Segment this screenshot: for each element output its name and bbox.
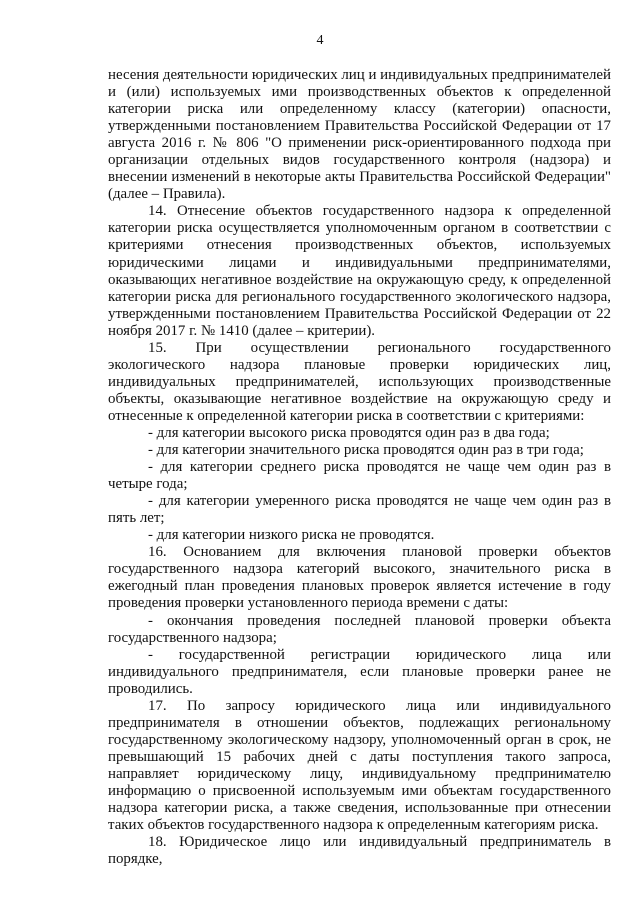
paragraph-18: 18. Юридическое лицо или индивидуальный предприниматель в порядке,	[108, 834, 611, 868]
list-item-last-inspection: - окончания проведения последней плановой проверки объекта государственного надзора;	[108, 612, 611, 646]
list-item-high-risk: - для категории высокого риска проводятся один раз в два года;	[148, 424, 550, 441]
paragraph-17: 17. По запросу юридического лица или индивидуального предпринимателя в отношении объектов, подлежащих региональному государственному экологическому надзору, уполномоченный орган в срок, не превышающий 15 рабочих дней с даты поступления такого запроса, направляет юридическому лицу, индивидуальному предпринимателю информацию о присвоенной используемым ими объектам государственного надзора категории риска, а также сведения, использованные при отнесении таких объектов государственного надзора к определенным категориям риска.	[108, 697, 611, 834]
list-item-moderate-risk: - для категории умеренного риска проводятся не чаще чем один раз в пять лет;	[108, 493, 611, 527]
paragraph-continuation: несения деятельности юридических лиц и индивидуальных предпринимателей и (или) используемых ими производственных объектов к определенной категории риска или определенному классу (категории) опасности, утвержденными постановлением Правительства Российской Федерации от 17 августа 2016 г. № 806 "О применении риск-ориентированного подхода при организации отдельных видов государственного контроля (надзора) и внесении изменений в некоторые акты Правительства Российской Федерации" (далее – Правила).	[108, 67, 611, 203]
list-item-significant-risk: - для категории значительного риска проводятся один раз в три года;	[148, 442, 584, 459]
paragraph-16: 16. Основанием для включения плановой проверки объектов государственного надзора категорий высокого, значительного риска в ежегодный план проведения плановых проверок является истечение в году проведения проверки установленного периода времени с даты:	[108, 544, 611, 612]
paragraph-15: 15. При осуществлении регионального государственного экологического надзора плановые проверки юридических лиц, индивидуальных предпринимателей, использующих производственные объекты, оказывающие негативное воздействие на окружающую среду и отнесенные к определенной категории риска в соответствии с критериями:	[108, 339, 611, 424]
page-number: 4	[316, 33, 324, 48]
document-body	[108, 67, 611, 868]
list-item-registration: - государственной регистрации юридического лица или индивидуального предпринимателя, если плановые проверки ранее не проводились.	[108, 646, 611, 697]
list-item-medium-risk: - для категории среднего риска проводятся не чаще чем один раз в четыре года;	[108, 459, 611, 493]
list-item-low-risk: - для категории низкого риска не проводятся.	[148, 527, 435, 544]
paragraph-14: 14. Отнесение объектов государственного надзора к определенной категории риска осуществляется уполномоченным органом в соответствии с критериями отнесения производственных объектов, используемых юридическими лицами и индивидуальными предпринимателями, оказывающих негативное воздействие на окружающую среду, к определенной категории риска для регионального государственного экологического надзора, утвержденными постановлением Правительства Российской Федерации от 22 ноября 2017 г. № 1410 (далее – критерии).	[108, 203, 611, 339]
